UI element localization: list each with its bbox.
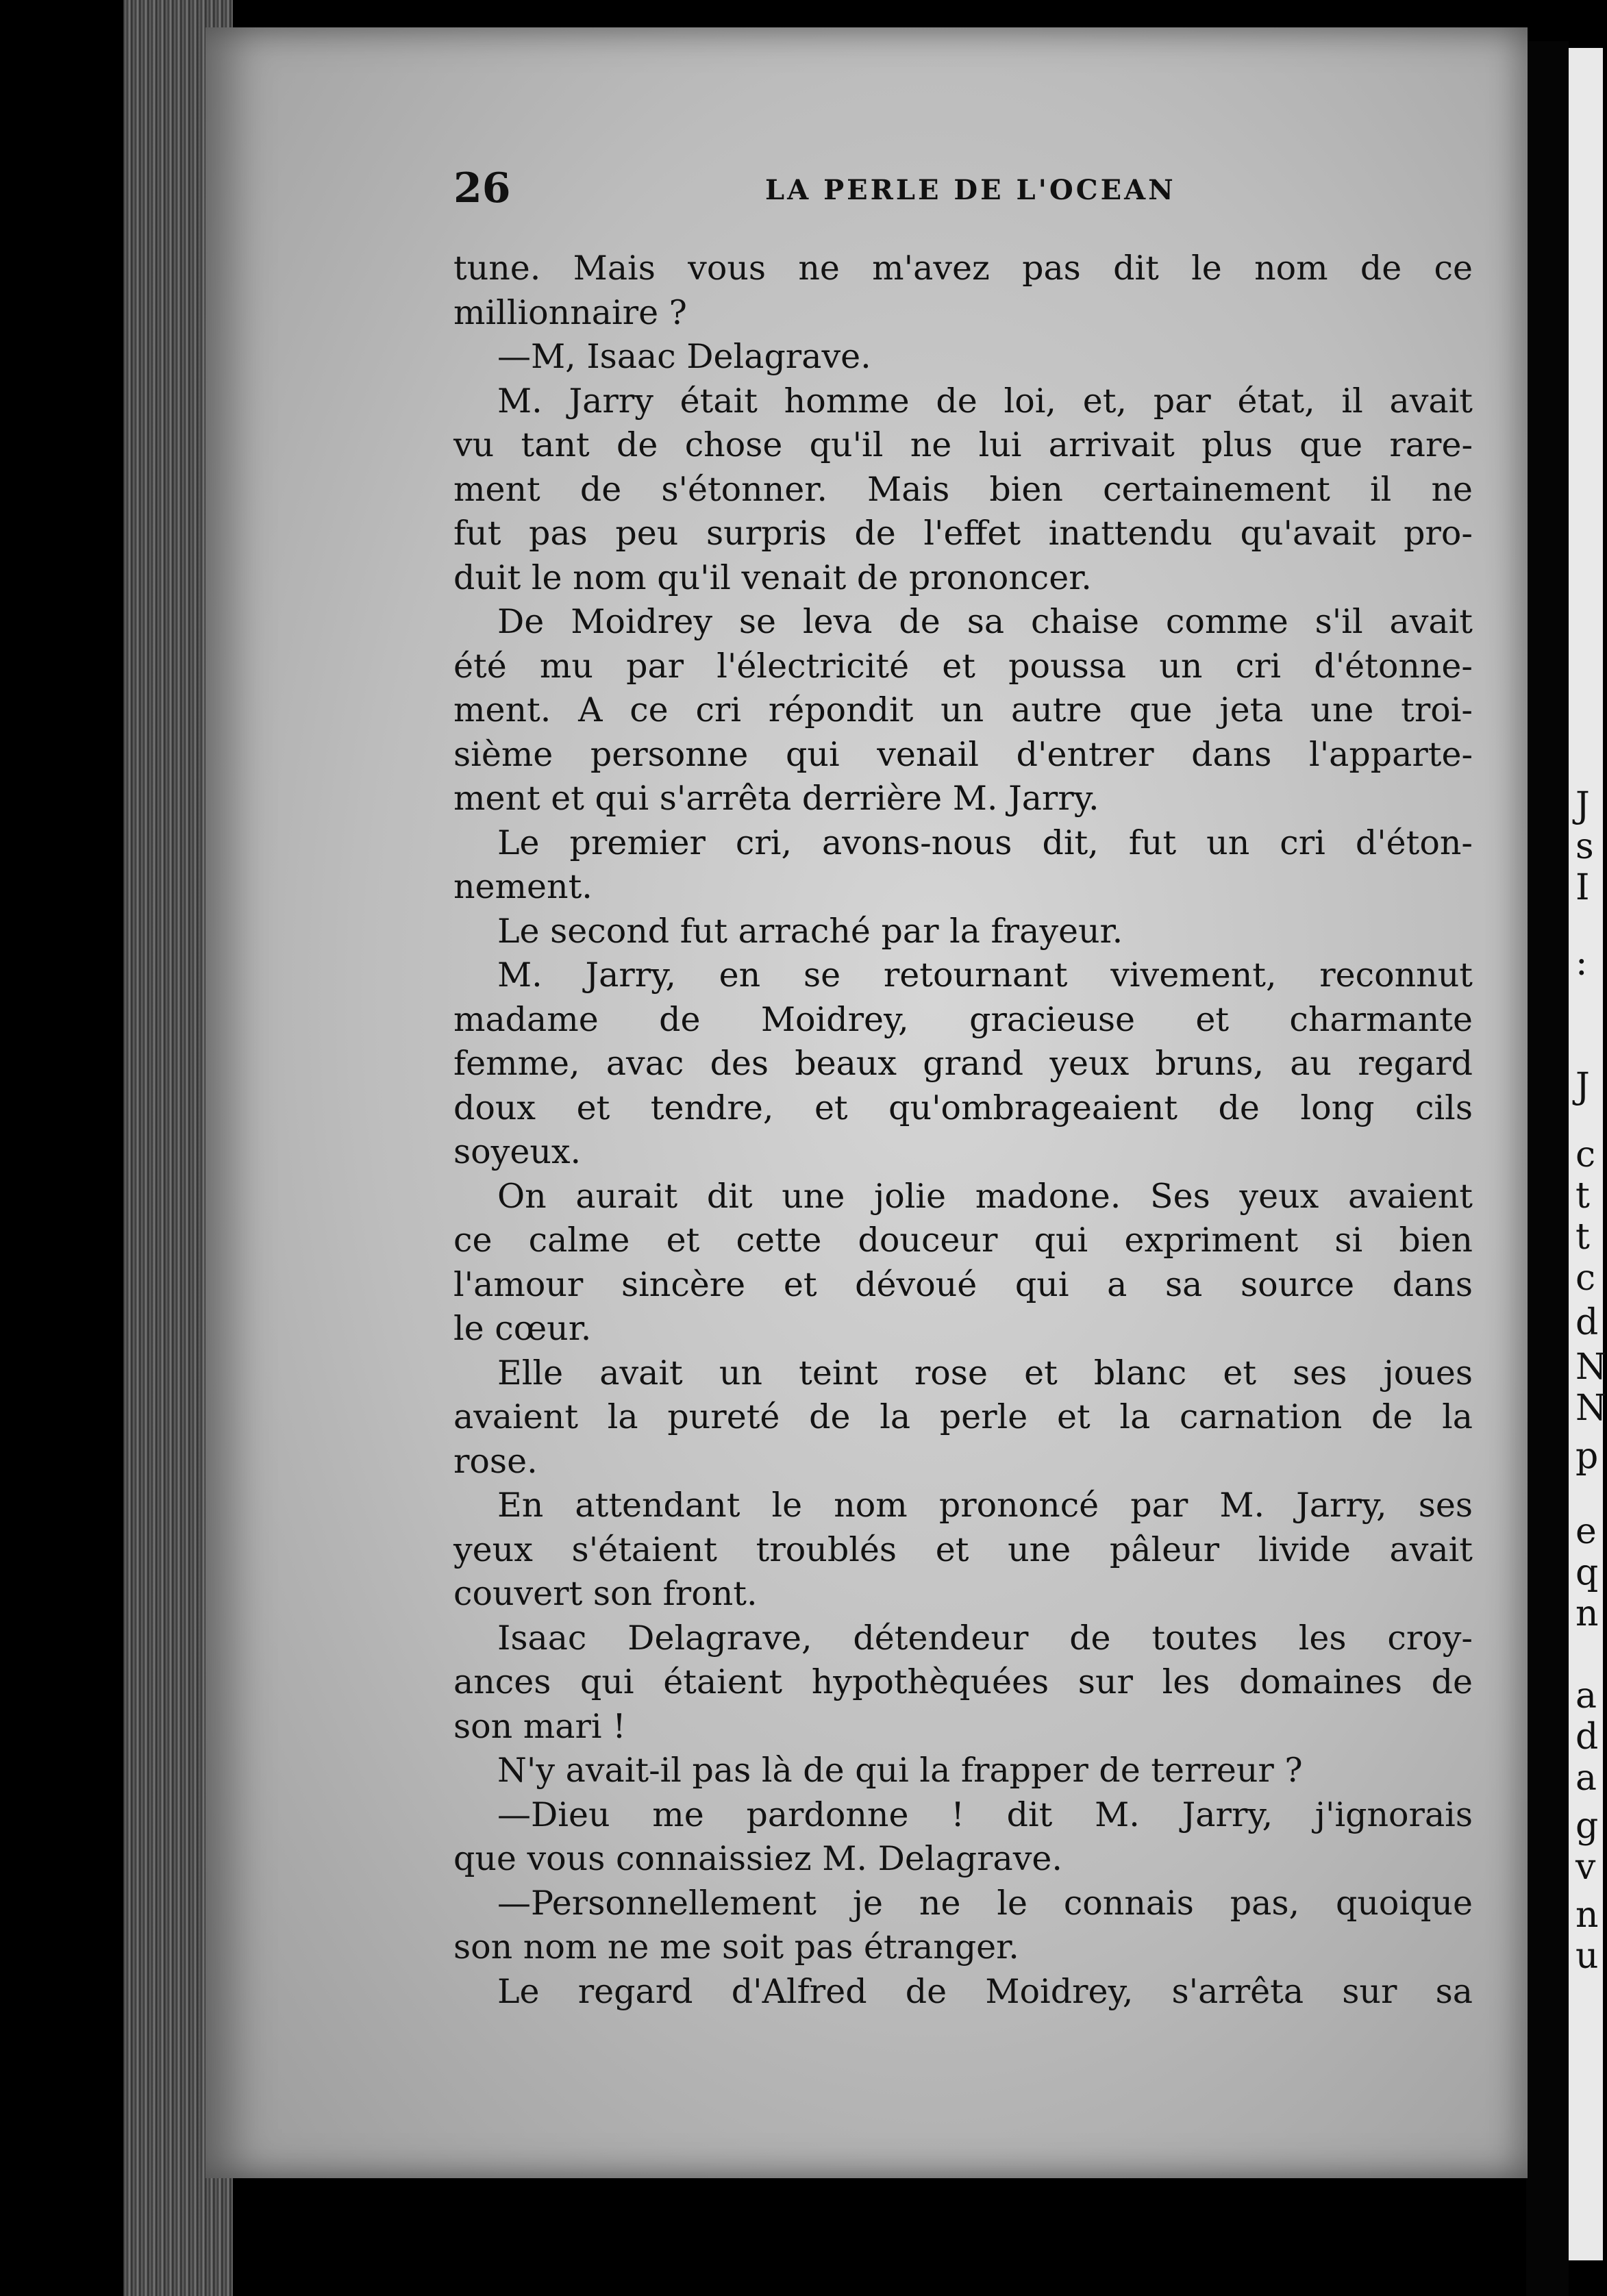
running-head bbox=[453, 164, 1473, 212]
text-line: duit le nom qu'il venait de prononcer. bbox=[453, 558, 1092, 597]
text-line: En attendant le nom prononcé par M. Jarry, ses bbox=[497, 1486, 1473, 1525]
text-line: femme, avac des beaux grand yeux bruns, au regard bbox=[453, 1044, 1473, 1083]
text-line: ment et qui s'arrêta derrière M. Jarry. bbox=[453, 779, 1099, 818]
facing-page-letter: : bbox=[1575, 943, 1588, 984]
text-line: vu tant de chose qu'il ne lui arrivait plus que rare- bbox=[453, 425, 1473, 464]
text-line: son mari ! bbox=[453, 1706, 626, 1746]
text-line: soyeux. bbox=[453, 1132, 582, 1171]
facing-page-letter: c bbox=[1575, 1134, 1596, 1175]
text-line: été mu par l'électricité et poussa un cri d'étonne- bbox=[453, 646, 1473, 686]
text-line: son nom ne me soit pas étranger. bbox=[453, 1927, 1019, 1967]
facing-page-letter: d bbox=[1575, 1302, 1599, 1343]
facing-page-letter: a bbox=[1575, 1675, 1597, 1717]
text-line: —M, Isaac Delagrave. bbox=[497, 337, 871, 376]
text-line: millionnaire ? bbox=[453, 292, 687, 332]
facing-page-letter: J bbox=[1575, 1066, 1590, 1107]
text-line: rose. bbox=[453, 1441, 538, 1481]
facing-page-letter: s bbox=[1575, 826, 1594, 867]
facing-page-letter: I bbox=[1575, 867, 1590, 908]
facing-page-letter: t bbox=[1575, 1175, 1590, 1216]
facing-page-letter: p bbox=[1575, 1436, 1599, 1477]
facing-page-letter: t bbox=[1575, 1216, 1590, 1258]
page-gutter bbox=[1526, 41, 1569, 2296]
text-line: avaient la pureté de la perle et la carnation de la bbox=[453, 1397, 1473, 1436]
text-line: l'amour sincère et dévoué qui a sa source dans bbox=[453, 1264, 1473, 1304]
text-line: On aurait dit une jolie madone. Ses yeux avaient bbox=[497, 1176, 1473, 1216]
text-line: fut pas peu surpris de l'effet inattendu qu'avait pro- bbox=[453, 514, 1473, 553]
text-line: nement. bbox=[453, 867, 593, 906]
running-title: LA PERLE DE L'OCEAN bbox=[765, 174, 1176, 206]
text-line: De Moidrey se leva de sa chaise comme s'il avait bbox=[497, 602, 1473, 641]
text-line: M. Jarry, en se retournant vivement, reconnut bbox=[497, 956, 1473, 995]
page-number: 26 bbox=[453, 164, 511, 212]
facing-page-letter: J bbox=[1575, 785, 1590, 826]
facing-page-letter: v bbox=[1575, 1847, 1596, 1888]
facing-page-letter: d bbox=[1575, 1717, 1599, 1758]
text-line: Le regard d'Alfred de Moidrey, s'arrêta sur sa bbox=[497, 1971, 1473, 2011]
facing-page-letter: u bbox=[1575, 1936, 1599, 1977]
text-line: Le premier cri, avons-nous dit, fut un cri d'éton- bbox=[497, 823, 1473, 862]
facing-page-letter: N bbox=[1575, 1347, 1607, 1388]
text-line: ment de s'étonner. Mais bien certainement il ne bbox=[453, 469, 1473, 509]
facing-page-letter: a bbox=[1575, 1758, 1597, 1799]
text-line: Elle avait un teint rose et blanc et ses joues bbox=[497, 1353, 1473, 1393]
facing-page-letter: n bbox=[1575, 1593, 1599, 1634]
text-line: —Personnellement je ne le connais pas, quoique bbox=[497, 1883, 1473, 1923]
facing-page-letter: N bbox=[1575, 1388, 1607, 1429]
text-line: yeux s'étaient troublés et une pâleur livide avait bbox=[453, 1530, 1473, 1569]
text-line: ce calme et cette douceur qui expriment si bien bbox=[453, 1221, 1473, 1260]
text-line: N'y avait-il pas là de qui la frapper de terreur ? bbox=[497, 1751, 1303, 1790]
text-line: —Dieu me pardonne ! dit M. Jarry, j'ignorais bbox=[497, 1795, 1473, 1834]
text-line: Isaac Delagrave, détendeur de toutes les croy- bbox=[497, 1618, 1473, 1658]
text-line: tune. Mais vous ne m'avez pas dit le nom de ce bbox=[453, 249, 1473, 288]
facing-page-letter: g bbox=[1575, 1806, 1599, 1847]
text-line: ances qui étaient hypothèquées sur les domaines de bbox=[453, 1662, 1473, 1701]
text-line: que vous connaissiez M. Delagrave. bbox=[453, 1839, 1063, 1878]
text-line: M. Jarry était homme de loi, et, par état, il avait bbox=[497, 381, 1473, 421]
body-text bbox=[453, 247, 1473, 2014]
facing-page-letter: q bbox=[1575, 1552, 1599, 1593]
facing-page-letter: e bbox=[1575, 1511, 1597, 1552]
facing-page-letter: c bbox=[1575, 1258, 1596, 1299]
text-line: madame de Moidrey, gracieuse et charmante bbox=[453, 999, 1473, 1039]
text-line: ment. A ce cri répondit un autre que jeta une troi- bbox=[453, 690, 1473, 729]
text-line: Le second fut arraché par la frayeur. bbox=[497, 911, 1123, 951]
text-line: le cœur. bbox=[453, 1309, 592, 1348]
text-line: doux et tendre, et qu'ombrageaient de long cils bbox=[453, 1088, 1473, 1127]
text-line: sième personne qui venail d'entrer dans l'apparte- bbox=[453, 734, 1473, 774]
text-line: couvert son front. bbox=[453, 1574, 758, 1613]
facing-page-letter: n bbox=[1575, 1895, 1599, 1936]
